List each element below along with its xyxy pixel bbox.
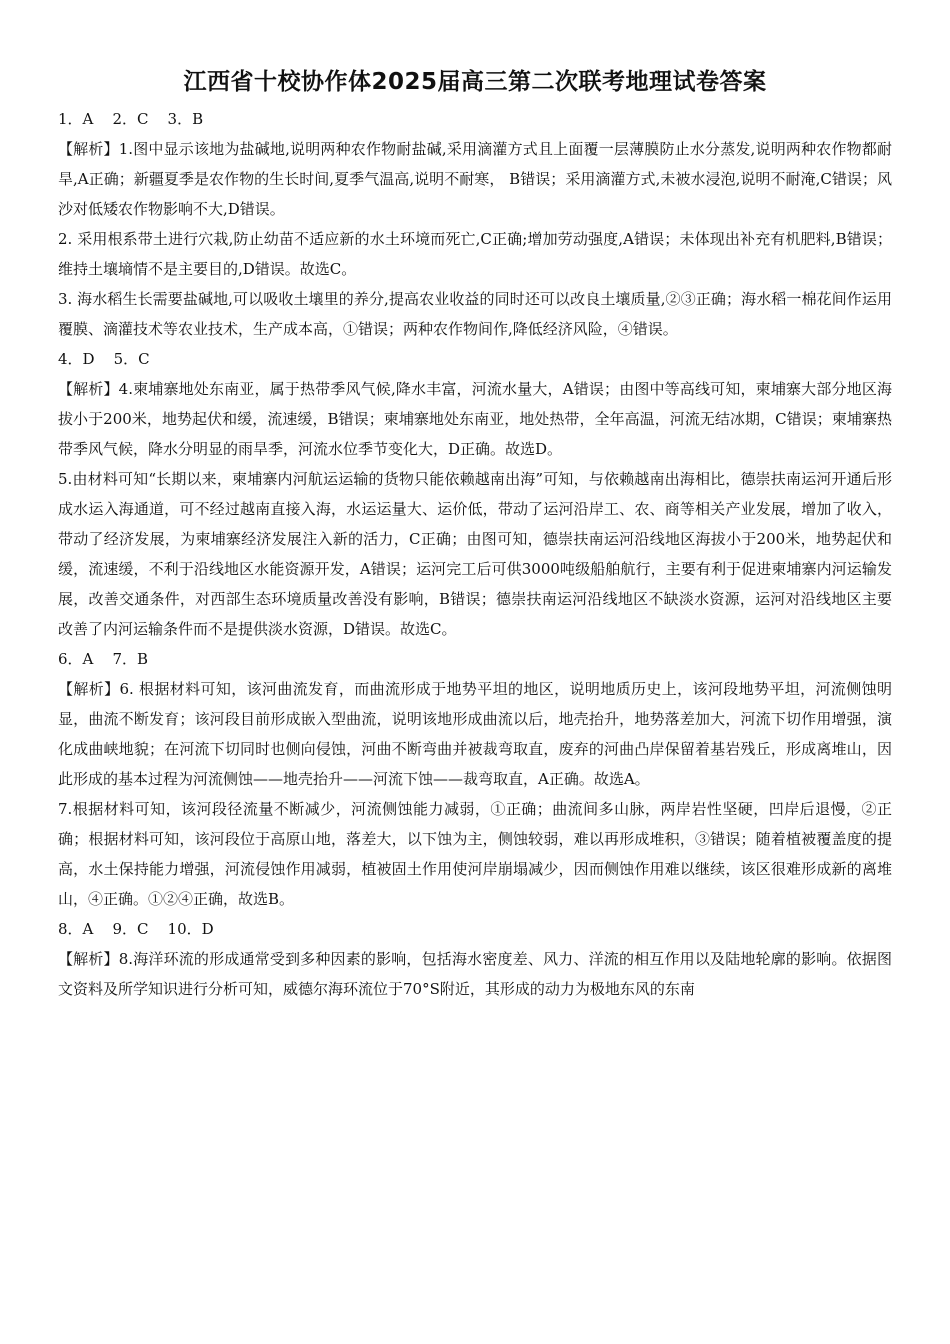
- explanation-paragraph: 7.根据材料可知，该河段径流量不断减少，河流侧蚀能力减弱，①正确；曲流间多山脉，两岸岩性坚硬，凹岸后退慢，②正确；根据材料可知，该河段位于高原山地，落差大，以下蚀为主，侧蚀较弱，难以再形成堆积，③错误；随着植被覆盖度的提高，水土保持能力增强，河流侵蚀作用减弱，植被固土作用使河岸崩塌减少，因而侧蚀作用难以继续，该区很难形成新的离堆山，④正确。①②④正确，故选B。: [58, 800, 892, 908]
- explanation-paragraph: 【解析】4.柬埔寨地处东南亚，属于热带季风气候,降水丰富，河流水量大，A错误；由图中等高线可知，柬埔寨大部分地区海拔小于200米，地势起伏和缓，流速缓，B错误；柬埔寨地处东南亚，地处热带，全年高温，河流无结冰期，C错误；柬埔寨热带季风气候，降水分明显的雨旱季，河流水位季节变化大，D正确。故选D。: [58, 380, 892, 458]
- explanation-paragraph: 3. 海水稻生长需要盐碱地,可以吸收土壤里的养分,提高农业收益的同时还可以改良土壤质量,②③正确；海水稻一棉花间作运用覆膜、滴灌技术等农业技术，生产成本高，①错误；两种农作物间作,降低经济风险，④错误。: [58, 290, 892, 338]
- explanation-paragraph: 【解析】8.海洋环流的形成通常受到多种因素的影响，包括海水密度差、风力、洋流的相互作用以及陆地轮廓的影响。依据图文资料及所学知识进行分析可知，威德尔海环流位于70°S附近，其形成的动力为极地东风的东南: [58, 950, 892, 998]
- answer-key-line: 6．A 7．B: [58, 650, 149, 668]
- document-title: 江西省十校协作体2025届高三第二次联考地理试卷答案: [183, 69, 767, 95]
- answer-key-line: 4．D 5．C: [58, 350, 150, 368]
- explanation-paragraph: 2. 采用根系带土进行穴栽,防止幼苗不适应新的水土环境而死亡,C正确;增加劳动强度,A错误；未体现出补充有机肥料,B错误；维持土壤墒情不是主要目的,D错误。故选C。: [58, 230, 892, 278]
- explanation-paragraph: 【解析】1.图中显示该地为盐碱地,说明两种农作物耐盐碱,采用滴灌方式且上面覆一层薄膜防止水分蒸发,说明两种农作物都耐旱,A正确；新疆夏季是农作物的生长时间,夏季气温高,说明不耐寒， B错误；采用滴灌方式,未被水浸泡,说明不耐淹,C错误；风沙对低矮农作物影响不大,D错误。: [58, 140, 892, 218]
- answer-key-line: 1．A 2．C 3．B: [58, 110, 204, 128]
- explanation-paragraph: 5.由材料可知“长期以来，柬埔寨内河航运运输的货物只能依赖越南出海”可知，与依赖越南出海相比，德崇扶南运河开通后形成水运入海通道，可不经过越南直接入海，水运运量大、运价低，带动了运河沿岸工、农、商等相关产业发展，增加了收入，带动了经济发展，为柬埔寨经济发展注入新的活力，C正确；由图可知，德崇扶南运河沿线地区海拔小于200米，地势起伏和缓，流速缓，不利于沿线地区水能资源开发，A错误；运河完工后可供3000吨级船舶航行，主要有利于促进柬埔寨内河运输发展，改善交通条件，对西部生态环境质量改善没有影响，B错误；德崇扶南运河沿线地区不缺淡水资源，运河对沿线地区主要改善了内河运输条件而不是提供淡水资源，D错误。故选C。: [58, 470, 892, 638]
- explanation-paragraph: 【解析】6. 根据材料可知，该河曲流发育，而曲流形成于地势平坦的地区，说明地质历史上，该河段地势平坦，河流侧蚀明显，曲流不断发育；该河段目前形成嵌入型曲流，说明该地形成曲流以后，地壳抬升，地势落差加大，河流下切作用增强，演化成曲峡地貌；在河流下切同时也侧向侵蚀，河曲不断弯曲并被裁弯取直，废弃的河曲凸岸保留着基岩残丘，形成离堆山，因此形成的基本过程为河流侧蚀——地壳抬升——河流下蚀——裁弯取直，A正确。故选A。: [58, 680, 892, 788]
- answer-key-line: 8．A 9．C 10．D: [58, 920, 214, 938]
